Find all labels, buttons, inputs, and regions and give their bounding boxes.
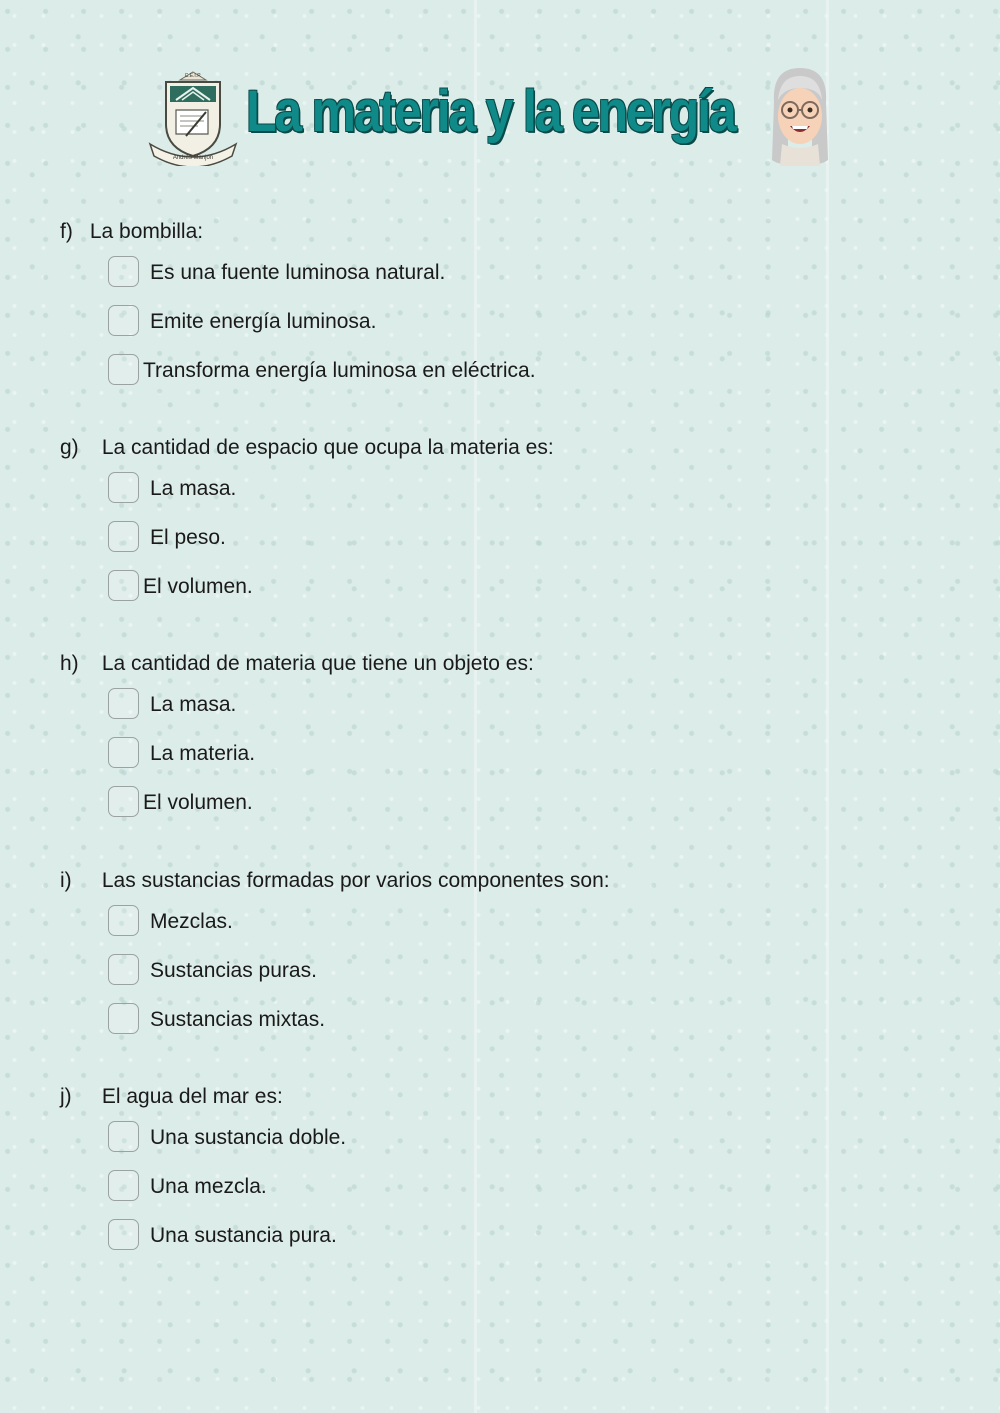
question-g	[60, 434, 940, 598]
option-label: Sustancias puras.	[150, 959, 317, 982]
option[interactable]	[108, 905, 808, 939]
option[interactable]	[108, 354, 808, 388]
option-label: Sustancias mixtas.	[150, 1008, 326, 1031]
option[interactable]	[108, 472, 808, 506]
answer-checkbox[interactable]	[108, 954, 139, 985]
answer-checkbox[interactable]	[108, 354, 139, 385]
answer-checkbox[interactable]	[108, 1121, 139, 1152]
question-letter: f)	[60, 220, 73, 243]
option-label: Emite energía luminosa.	[150, 310, 377, 333]
answer-checkbox[interactable]	[108, 905, 139, 936]
answer-checkbox[interactable]	[108, 1003, 139, 1034]
option-label: El peso.	[150, 526, 226, 549]
option[interactable]	[108, 256, 808, 290]
page-title: La materia y la energía	[246, 79, 735, 144]
answer-checkbox[interactable]	[108, 737, 139, 768]
crest-banner-text: Andrés Manjón	[172, 155, 214, 161]
option[interactable]	[108, 786, 808, 820]
option-label: El volumen.	[143, 791, 253, 814]
answer-checkbox[interactable]	[108, 256, 139, 287]
answer-checkbox[interactable]	[108, 1219, 139, 1250]
answer-checkbox[interactable]	[108, 570, 139, 601]
option-label: Una sustancia doble.	[150, 1126, 347, 1149]
question-letter: h)	[60, 652, 79, 675]
option-label: El volumen.	[143, 575, 253, 598]
answer-checkbox[interactable]	[108, 521, 139, 552]
option[interactable]	[108, 688, 808, 722]
question-letter: g)	[60, 436, 79, 459]
answer-checkbox[interactable]	[108, 1170, 139, 1201]
question-text: La bombilla:	[89, 220, 204, 243]
crest-top-text: C.E.I.P.	[184, 73, 202, 79]
answer-checkbox[interactable]	[108, 786, 139, 817]
question-i	[60, 867, 940, 1031]
option-label: Es una fuente luminosa natural.	[150, 261, 446, 284]
question-j	[60, 1083, 940, 1247]
option[interactable]	[108, 737, 808, 771]
option[interactable]	[108, 570, 808, 604]
option[interactable]	[108, 305, 808, 339]
option[interactable]	[108, 1219, 808, 1253]
answer-checkbox[interactable]	[108, 305, 139, 336]
option[interactable]	[108, 1170, 808, 1204]
answer-checkbox[interactable]	[108, 472, 139, 503]
question-letter: i)	[60, 869, 72, 892]
answer-checkbox[interactable]	[108, 688, 139, 719]
option[interactable]	[108, 1121, 808, 1155]
school-crest-logo	[146, 66, 240, 166]
option[interactable]	[108, 521, 808, 555]
option-label: Una sustancia pura.	[150, 1224, 337, 1247]
option[interactable]	[108, 954, 808, 988]
teacher-avatar-image	[760, 62, 840, 170]
question-text: El agua del mar es:	[101, 1085, 283, 1108]
question-text: La cantidad de espacio que ocupa la materia es:	[101, 436, 554, 459]
header	[0, 0, 1000, 180]
question-text: La cantidad de materia que tiene un objeto es:	[101, 652, 534, 675]
question-f	[60, 218, 940, 382]
option-label: Transforma energía luminosa en eléctrica.	[143, 359, 536, 382]
option-label: La masa.	[150, 477, 237, 500]
option-label: La materia.	[150, 742, 256, 765]
option-label: La masa.	[150, 693, 237, 716]
question-letter: j)	[60, 1085, 72, 1108]
question-h	[60, 650, 940, 814]
option-label: Mezclas.	[150, 910, 233, 933]
question-text: Las sustancias formadas por varios componentes son:	[101, 869, 610, 892]
option[interactable]	[108, 1003, 808, 1037]
option-label: Una mezcla.	[150, 1175, 267, 1198]
